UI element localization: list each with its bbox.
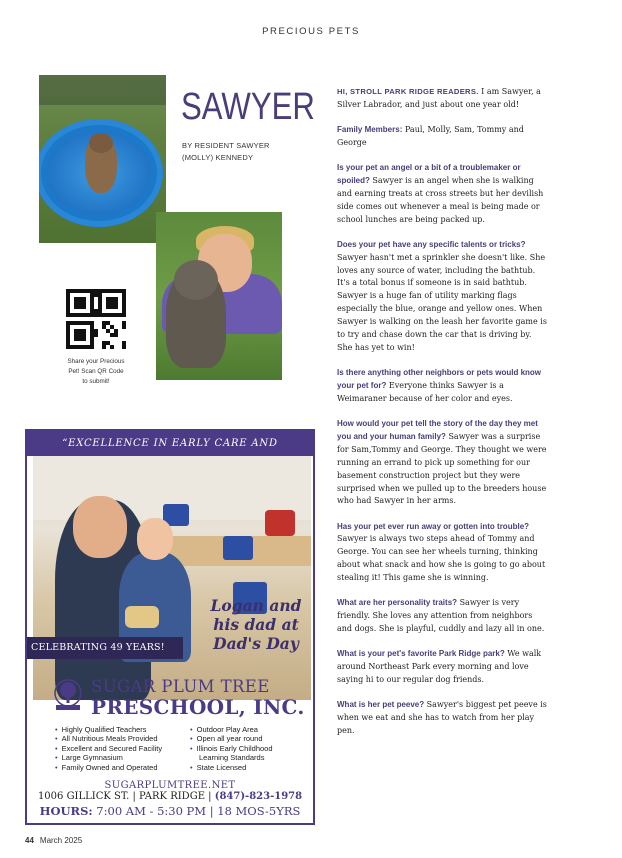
hours-text: 7:00 AM - 5:30 PM | 18 MOS-5YRS xyxy=(92,804,301,818)
phone-number[interactable]: (847)-823-1978 xyxy=(214,791,303,802)
ad-name-line1: SUGAR PLUM TREE xyxy=(91,677,270,696)
feature-item: • Outdoor Play Area xyxy=(190,725,273,734)
answer: Sawyer hasn't met a sprinkler she doesn't like. She loves any source of water, including the bathtub. It's a total bonus if someone is in said bathtub. Sawyer is a huge fan of utility marking flags especially the blue, orange and yellow ones. When Sawyer is walking on the leash her favorite game is to try and chase down the car that is driving by. She has yet to win! xyxy=(337,252,547,352)
answer: Sawyer is always two steps ahead of Tommy and George. You can see her wheels turning, thinking about what snack and how she is going to go about stealing it! This game she is winning. xyxy=(337,534,546,583)
section-header: PRECIOUS PETS xyxy=(262,26,360,37)
dog-in-pool-photo xyxy=(39,75,166,243)
anniversary-band: CELEBRATING 49 YEARS! xyxy=(27,637,183,659)
sugar-plum-tree-logo xyxy=(52,678,84,712)
question: Is your pet an angel or a bit of a troublemaker or spoiled? xyxy=(337,163,521,185)
article-body xyxy=(337,86,547,750)
feature-item: • All Nutritious Meals Provided xyxy=(55,734,162,743)
question: What is her pet peeve? xyxy=(337,700,425,710)
article-paragraph xyxy=(337,699,547,738)
question: What are her personality traits? xyxy=(337,598,458,608)
answer: Sawyer is an angel when she is walking and earning treats at cross streets but her devilish side comes out whenever a meal is being made or school lunches are being packed up. xyxy=(337,175,544,224)
answer: Sawyer was a surprise for Sam,Tommy and George. They thought we were running an errand to pick up something for our basement construction project but they were surprised when we pulled up to the breeders house who had Sawyer in her arms. xyxy=(337,431,547,506)
article-paragraph xyxy=(337,239,547,355)
article-paragraph xyxy=(337,597,547,636)
address-text: 1006 GILLICK ST. | PARK RIDGE | xyxy=(37,791,215,802)
page-number: 44 xyxy=(25,836,34,845)
answer: Everyone thinks Sawyer is a Weimaraner because of her color and eyes. xyxy=(337,380,513,403)
feature-item: • Family Owned and Operated xyxy=(55,763,162,772)
article-paragraph xyxy=(337,367,547,406)
byline xyxy=(182,140,270,164)
feature-item: • Large Gymnasium xyxy=(55,753,162,762)
answer: I am Sawyer, a Silver Labrador, and just about one year old! xyxy=(337,87,541,109)
ad-photo-caption xyxy=(201,596,311,653)
article-paragraph xyxy=(337,648,547,687)
ad-photo xyxy=(33,456,311,700)
issue-date: March 2025 xyxy=(39,836,83,845)
feature-item: • Highly Qualified Teachers xyxy=(55,725,162,734)
qr-caption-line: Share your Precious xyxy=(67,358,125,365)
page-footer xyxy=(25,836,82,845)
feature-item: • Excellent and Secured Facility xyxy=(55,744,162,753)
ad-website-link[interactable]: SUGARPLUMTREE.NET xyxy=(104,780,236,791)
feature-item: Learning Standards xyxy=(199,753,265,763)
features-left xyxy=(55,725,162,772)
question: Is there anything other neighbors or pets would know your pet for? xyxy=(337,368,542,390)
qr-caption-line: to submit! xyxy=(82,378,110,385)
caption-line: Dad's Day xyxy=(213,634,299,653)
answer: Paul, Molly, Sam, Tommy and George xyxy=(337,125,524,147)
question: Has your pet ever run away or gotten into trouble? xyxy=(337,521,530,531)
byline-line: (MOLLY) KENNEDY xyxy=(182,153,254,162)
article-paragraph xyxy=(337,162,547,227)
ad-address xyxy=(27,791,313,802)
answer: We walk around Northeast Park every morning and love saying hi to our regular dog friends. xyxy=(337,649,542,684)
question: Does your pet have any specific talents or tricks? xyxy=(337,239,526,249)
answer: Sawyer's biggest pet peeve is when we eat and she has to watch from her play pen. xyxy=(337,700,547,735)
byline-line: BY RESIDENT SAWYER xyxy=(182,141,270,150)
preschool-ad[interactable] xyxy=(25,429,315,825)
article-paragraph xyxy=(337,418,547,508)
boy-with-puppy-photo xyxy=(156,212,282,380)
hours-label: HOURS: xyxy=(39,804,93,818)
caption-line: Logan and xyxy=(210,596,302,615)
question: How would your pet tell the story of the day they met you and your human family? xyxy=(337,418,538,441)
feature-item: • State Licensed xyxy=(190,763,273,772)
qr-caption-line: Pet! Scan QR Code xyxy=(68,368,124,375)
question: HI, STROLL PARK RIDGE READERS. xyxy=(337,87,479,96)
answer: Sawyer is very friendly. She loves any attention from neighbors and dogs. She is playful, cuddly and lazy all in one. xyxy=(337,598,545,634)
article-paragraph xyxy=(337,124,547,150)
article-paragraph xyxy=(337,86,547,112)
qr-code[interactable] xyxy=(66,289,126,349)
question: Family Members: xyxy=(337,125,403,134)
feature-item: • Illinois Early Childhood xyxy=(190,744,273,753)
caption-line: his dad at xyxy=(213,615,299,634)
ad-tagline: “EXCELLENCE IN EARLY CARE AND xyxy=(27,431,313,456)
feature-item: • Open all year round xyxy=(190,734,273,743)
qr-caption xyxy=(56,357,136,387)
ad-name-line2: PRESCHOOL, INC. xyxy=(91,695,305,719)
features-right xyxy=(190,725,273,772)
question: What is your pet's favorite Park Ridge park? xyxy=(337,649,505,659)
article-paragraph xyxy=(337,521,547,586)
ad-hours xyxy=(27,804,313,818)
page-title: SAWYER xyxy=(181,86,315,128)
